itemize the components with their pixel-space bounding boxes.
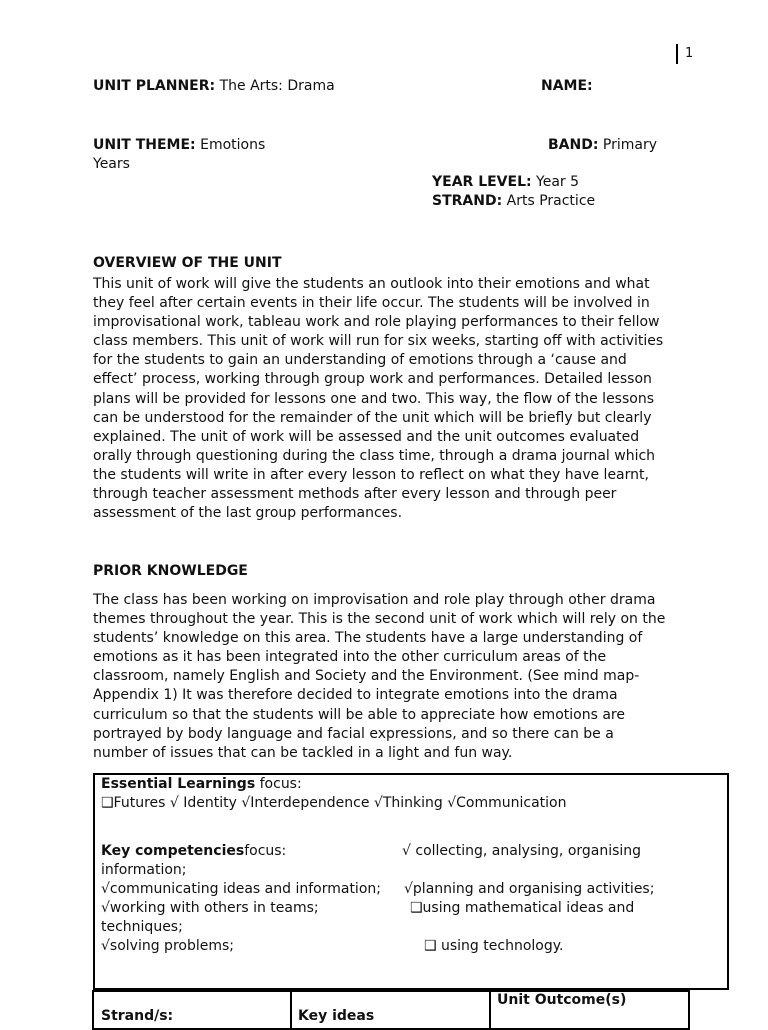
band-label: BAND: [548,137,599,153]
overview-line: plans will be provided for lessons one and two. This way, the flow of the lessons [93,390,655,407]
overview-line: orally through questioning during the class time, through a drama journal which [93,447,656,464]
overview-line: assessment of the last group performances. [93,505,403,522]
key-ideas-header: Key ideas [298,1008,375,1024]
competency-item: √planning and organising activities; [404,881,655,897]
strand-line [432,193,595,209]
overview-line: through teacher assessment methods after every lesson and through peer [93,486,617,503]
overview-line: This unit of work will give the students an outlook into their emotions and what [93,276,650,292]
prior-knowledge-line: number of issues that can be tackled in a light and fun way. [93,744,513,761]
overview-heading: OVERVIEW OF THE UNIT [93,255,282,271]
overview-line: effect’ process, working through group work and performances. Detailed lesson [93,371,652,388]
competency-item: ❑using mathematical ideas and [410,900,635,916]
key-competencies-line [101,842,286,861]
competency-item: information; [101,862,187,878]
prior-knowledge-line: students’ knowledge on this area. The students have a large understanding of [93,630,643,647]
focus-box [93,773,729,990]
overview-line: can be understood for the remainder of the unit which will be briefly but clearly [93,409,652,426]
overview-line: improvisational work, tableau work and role playing performances to their fellow [93,314,660,331]
overview-line: the students will write in after every lesson to reflect on what they have learnt, [93,466,649,483]
unit-theme-line [93,137,265,153]
year-level-value: Year 5 [536,174,580,190]
strands-header: Strand/s: [101,1008,174,1024]
competency-item: √solving problems; [101,938,234,954]
key-competencies-suffix: focus: [244,843,287,859]
overview-line: class members. This unit of work will run for six weeks, starting off with activities [93,333,664,350]
key-competencies-label: Key competencies [101,843,245,859]
unit-planner-line [93,78,335,94]
year-level-line [432,174,579,190]
prior-knowledge-line: curriculum so that the students will be able to appreciate how emotions are [93,706,625,723]
table-header-cell [489,990,690,1030]
prior-knowledge-line: emotions as it has been integrated into the other curriculum areas of the [93,649,607,666]
year-level-label: YEAR LEVEL: [432,174,532,190]
overview-line: they feel after certain events in their life occur. The students will be involved in [93,295,650,312]
competency-item: √working with others in teams; [101,900,319,916]
prior-knowledge-line: classroom, namely English and Society and the Environment. (See mind map- [93,668,640,685]
table-header-cell [92,990,292,1030]
overview-paragraph [93,275,683,523]
name-label: NAME: [541,78,593,94]
unit-outcomes-header: Unit Outcome(s) [497,992,627,1008]
prior-knowledge-line: The class has been working on improvisation and role play through other drama [93,592,656,608]
unit-theme-label: UNIT THEME: [93,137,196,153]
prior-knowledge-line: Appendix 1) It was therefore decided to integrate emotions into the drama [93,687,618,704]
essential-learnings-suffix: focus: [255,776,302,792]
strand-value: Arts Practice [506,193,596,209]
competency-item: ❑ using technology. [424,938,564,954]
band-line [548,137,657,153]
competency-item: techniques; [101,919,183,935]
competency-item: √communicating ideas and information; [101,881,381,897]
prior-knowledge-line: portrayed by body language and facial expressions, and so there can be a [93,725,614,742]
years-text: Years [93,156,130,172]
prior-knowledge-line: themes throughout the year. This is the second unit of work which will rely on the [93,611,666,628]
prior-knowledge-heading: PRIOR KNOWLEDGE [93,563,248,579]
unit-theme-value: Emotions [200,137,266,153]
unit-planner-label: UNIT PLANNER: [93,78,216,94]
essential-learnings-line [101,775,302,794]
prior-knowledge-paragraph [93,591,683,763]
essential-learnings-label: Essential Learnings [101,776,256,792]
strand-label: STRAND: [432,193,503,209]
overview-line: for the students to gain an understanding of emotions through a ‘cause and [93,352,627,369]
band-value: Primary [602,137,658,153]
essential-learnings-items: ❑Futures √ Identity √Interdependence √Thinking √Communication [101,795,567,811]
unit-planner-value: The Arts: Drama [219,78,335,94]
page-number: 1 [676,44,693,64]
competency-item: √ collecting, analysing, organising [402,843,642,859]
overview-line: explained. The unit of work will be assessed and the unit outcomes evaluated [93,428,640,445]
table-header-cell [290,990,491,1030]
